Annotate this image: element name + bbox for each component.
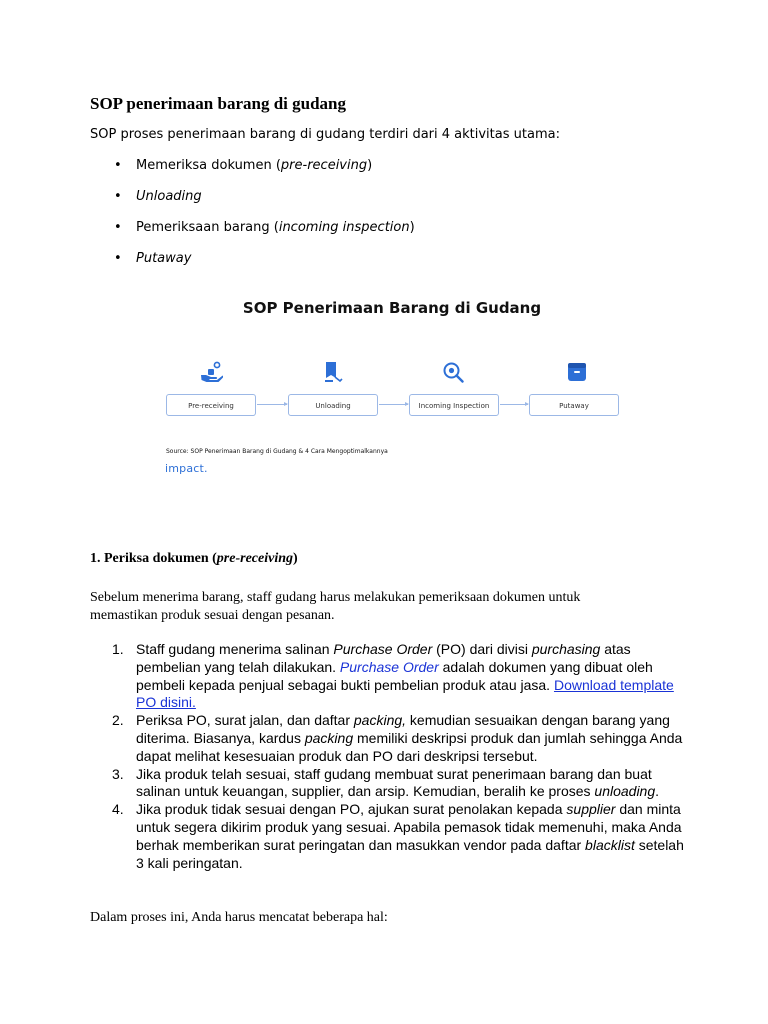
list-item: • Unloading <box>90 189 415 220</box>
list-item: • Pemeriksaan barang (incoming inspection) <box>90 220 415 251</box>
list-item: 2. Periksa PO, surat jalan, dan daftar packing, kemudian sesuaikan dengan barang yang diterima. Biasanya, kardus packing memiliki deskripsi produk dan jumlah sehingga Anda dapat melihat kesesuaian produk dan PO dari deskripsi tersebut. <box>112 712 683 764</box>
flow-arrow <box>500 404 528 405</box>
section-heading: 1. Periksa dokumen (pre-receiving) <box>90 551 298 566</box>
truck-unload-icon <box>321 360 345 384</box>
flow-arrow <box>257 404 287 405</box>
impact-logo: impact. <box>165 462 208 475</box>
figure-source: Source: SOP Penerimaan Barang di Gudang & 4 Cara Mengoptimalkannya <box>166 448 388 455</box>
figure-title: SOP Penerimaan Barang di Gudang <box>242 299 542 317</box>
closing-paragraph: Dalam proses ini, Anda harus mencatat beberapa hal: <box>90 910 388 925</box>
section-intro-paragraph: Sebelum menerima barang, staff gudang harus melakukan pemeriksaan dokumen untuk memastikan produk sesuai dengan pesanan. <box>90 590 581 623</box>
purchase-order-link[interactable]: Purchase Order <box>339 658 439 675</box>
step-putaway: Putaway <box>529 394 619 416</box>
download-template-link[interactable]: Download template PO disini. <box>136 676 674 711</box>
list-item: 4. Jika produk tidak sesuai dengan PO, ajukan surat penolakan kepada supplier dan minta untuk segera dikirim produk yang sesuai. Apabila pemasok tidak memenuhi, maka Anda berhak memberikan surat peringatan dan masukkan vendor pada daftar blacklist setelah 3 kali peringatan. <box>112 801 684 871</box>
list-item: • Putaway <box>90 251 415 282</box>
flow-arrow <box>379 404 408 405</box>
step-pre-receiving: Pre-receiving <box>166 394 256 416</box>
box-icon <box>565 360 589 384</box>
steps-list <box>90 641 690 872</box>
list-item: 3. Jika produk telah sesuai, staff gudang membuat surat penerimaan barang dan buat salinan untuk keuangan, supplier, dan arsip. Kemudian, beralih ke proses unloading. <box>112 765 660 800</box>
magnifier-icon <box>441 360 465 384</box>
sop-flow-figure <box>162 290 622 490</box>
list-item: 1. Staff gudang menerima salinan Purchase Order (PO) dari divisi purchasing atas pembelian yang telah dilakukan. Purchase Order adalah dokumen yang dibuat oleh pembeli kepada penjual sebagai bukti pembelian produk atau jasa. Download template PO disini. <box>112 641 674 711</box>
hand-receive-icon <box>199 360 223 384</box>
list-item: • Memeriksa dokumen (pre-receiving) <box>90 158 415 189</box>
step-incoming-inspection: Incoming Inspection <box>409 394 499 416</box>
step-unloading: Unloading <box>288 394 378 416</box>
page-heading: SOP penerimaan barang di gudang <box>90 94 347 113</box>
intro-text: SOP proses penerimaan barang di gudang terdiri dari 4 aktivitas utama: <box>90 127 560 142</box>
activity-list <box>90 158 415 282</box>
